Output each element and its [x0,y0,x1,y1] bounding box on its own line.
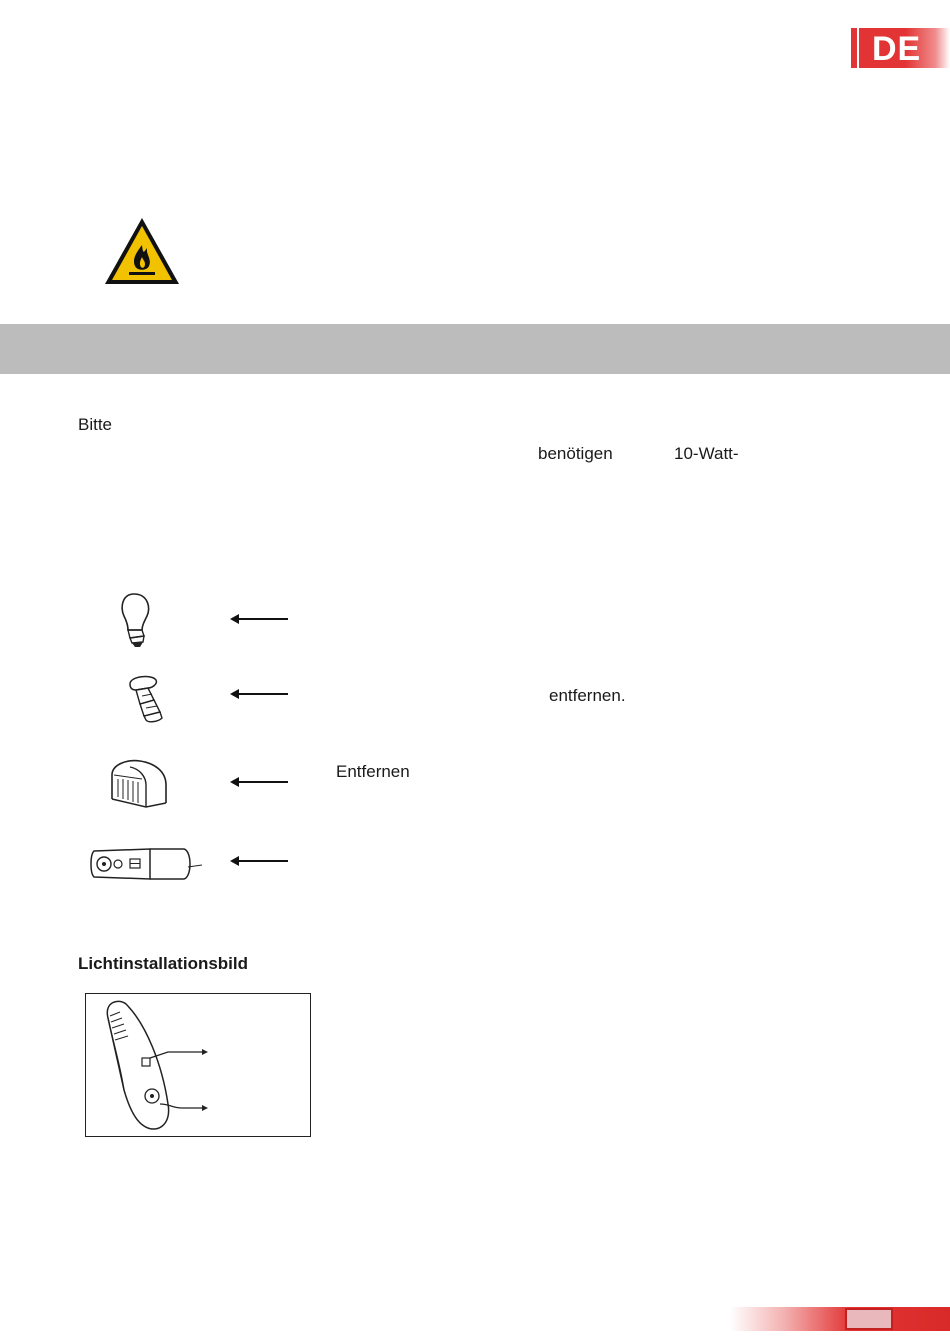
lamp-holder-icon [88,845,204,883]
language-tab-label: DE [872,30,922,68]
lamp-cover-icon [106,755,172,811]
bulb-icon [112,590,162,650]
footer-bar [730,1307,950,1331]
section-band [0,324,950,374]
body-word-benoetigen: benötigen [538,444,613,463]
section-title: Lichtinstallationsbild [78,954,249,973]
flammable-warning-icon [102,215,182,287]
installation-figure [85,993,311,1137]
step-2-text: entfernen. [549,686,626,705]
step-2-arrow [232,693,288,695]
step-1-arrow [232,618,288,620]
installation-diagram [86,994,310,1136]
language-tab-stripe [851,28,859,68]
body-word-bitte: Bitte [78,415,113,434]
step-3-arrow [232,781,288,783]
step-3-text: Entfernen [336,762,410,781]
page-number-box [845,1308,893,1330]
bulb-base-icon [122,670,172,726]
body-word-watt: 10-Watt- [674,444,739,463]
step-4-arrow [232,860,288,862]
